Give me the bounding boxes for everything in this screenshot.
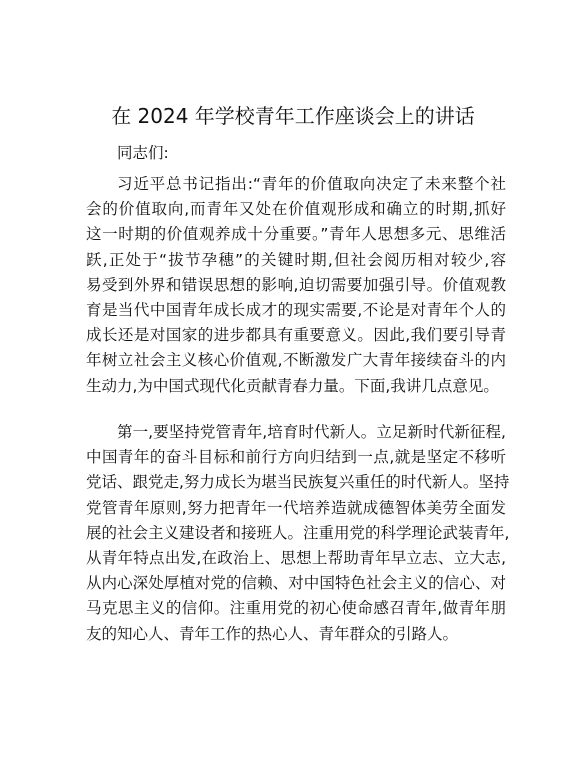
paragraph-line: 年树立社会主义核心价值观,不断激发广大青年接续奋斗的内 bbox=[86, 351, 506, 370]
paragraph-line: 跃,正处于“拔节孕穗”的关键时期,但社会阅历相对较少,容 bbox=[86, 250, 506, 269]
paragraph-line: 从青年特点出发,在政治上、思想上帮助青年早立志、立大志, bbox=[86, 549, 506, 568]
document-title: 在 2024 年学校青年工作座谈会上的讲话 bbox=[111, 104, 475, 128]
paragraph-line: 育是当代中国青年成长成才的现实需要,不论是对青年个人的 bbox=[86, 301, 506, 320]
greeting: 同志们: bbox=[117, 144, 169, 162]
paragraph-line: 会的价值取向,而青年又处在价值观形成和确立的时期,抓好 bbox=[86, 200, 506, 219]
paragraph-line: 从内心深处厚植对党的信赖、对中国特色社会主义的信心、对 bbox=[86, 574, 506, 593]
paragraph-line: 友的知心人、青年工作的热心人、青年群众的引路人。 bbox=[86, 624, 459, 643]
paragraph-line: 易受到外界和错误思想的影响,迫切需要加强引导。价值观教 bbox=[86, 275, 506, 294]
paragraph-line: 生动力,为中国式现代化贡献青春力量。下面,我讲几点意见。 bbox=[86, 376, 499, 395]
paragraph-intro bbox=[86, 172, 506, 399]
paragraph-line: 展的社会主义建设者和接班人。注重用党的科学理论武装青年, bbox=[86, 523, 510, 542]
paragraph-line: 这一时期的价值观养成十分重要。”青年人思想多元、思维活 bbox=[86, 225, 506, 244]
paragraph-line: 党话、跟党走,努力成长为堪当民族复兴重任的时代新人。坚持 bbox=[86, 473, 510, 492]
paragraph-line: 成长还是对国家的进步都具有重要意义。因此,我们要引导青 bbox=[86, 326, 506, 345]
paragraph-line: 马克思主义的信仰。注重用党的初心使命感召青年,做青年朋 bbox=[86, 599, 506, 618]
paragraph-point-one bbox=[86, 420, 510, 647]
paragraph-line: 习近平总书记指出:“青年的价值取向决定了未来整个社 bbox=[117, 175, 506, 193]
paragraph-line: 中国青年的奋斗目标和前行方向归结到一点,就是坚定不移听 bbox=[86, 448, 506, 467]
paragraph-line: 第一,要坚持党管青年,培育时代新人。立足新时代新征程, bbox=[117, 423, 506, 441]
paragraph-line: 党管青年原则,努力把青年一代培养造就成德智体美劳全面发 bbox=[86, 498, 506, 517]
